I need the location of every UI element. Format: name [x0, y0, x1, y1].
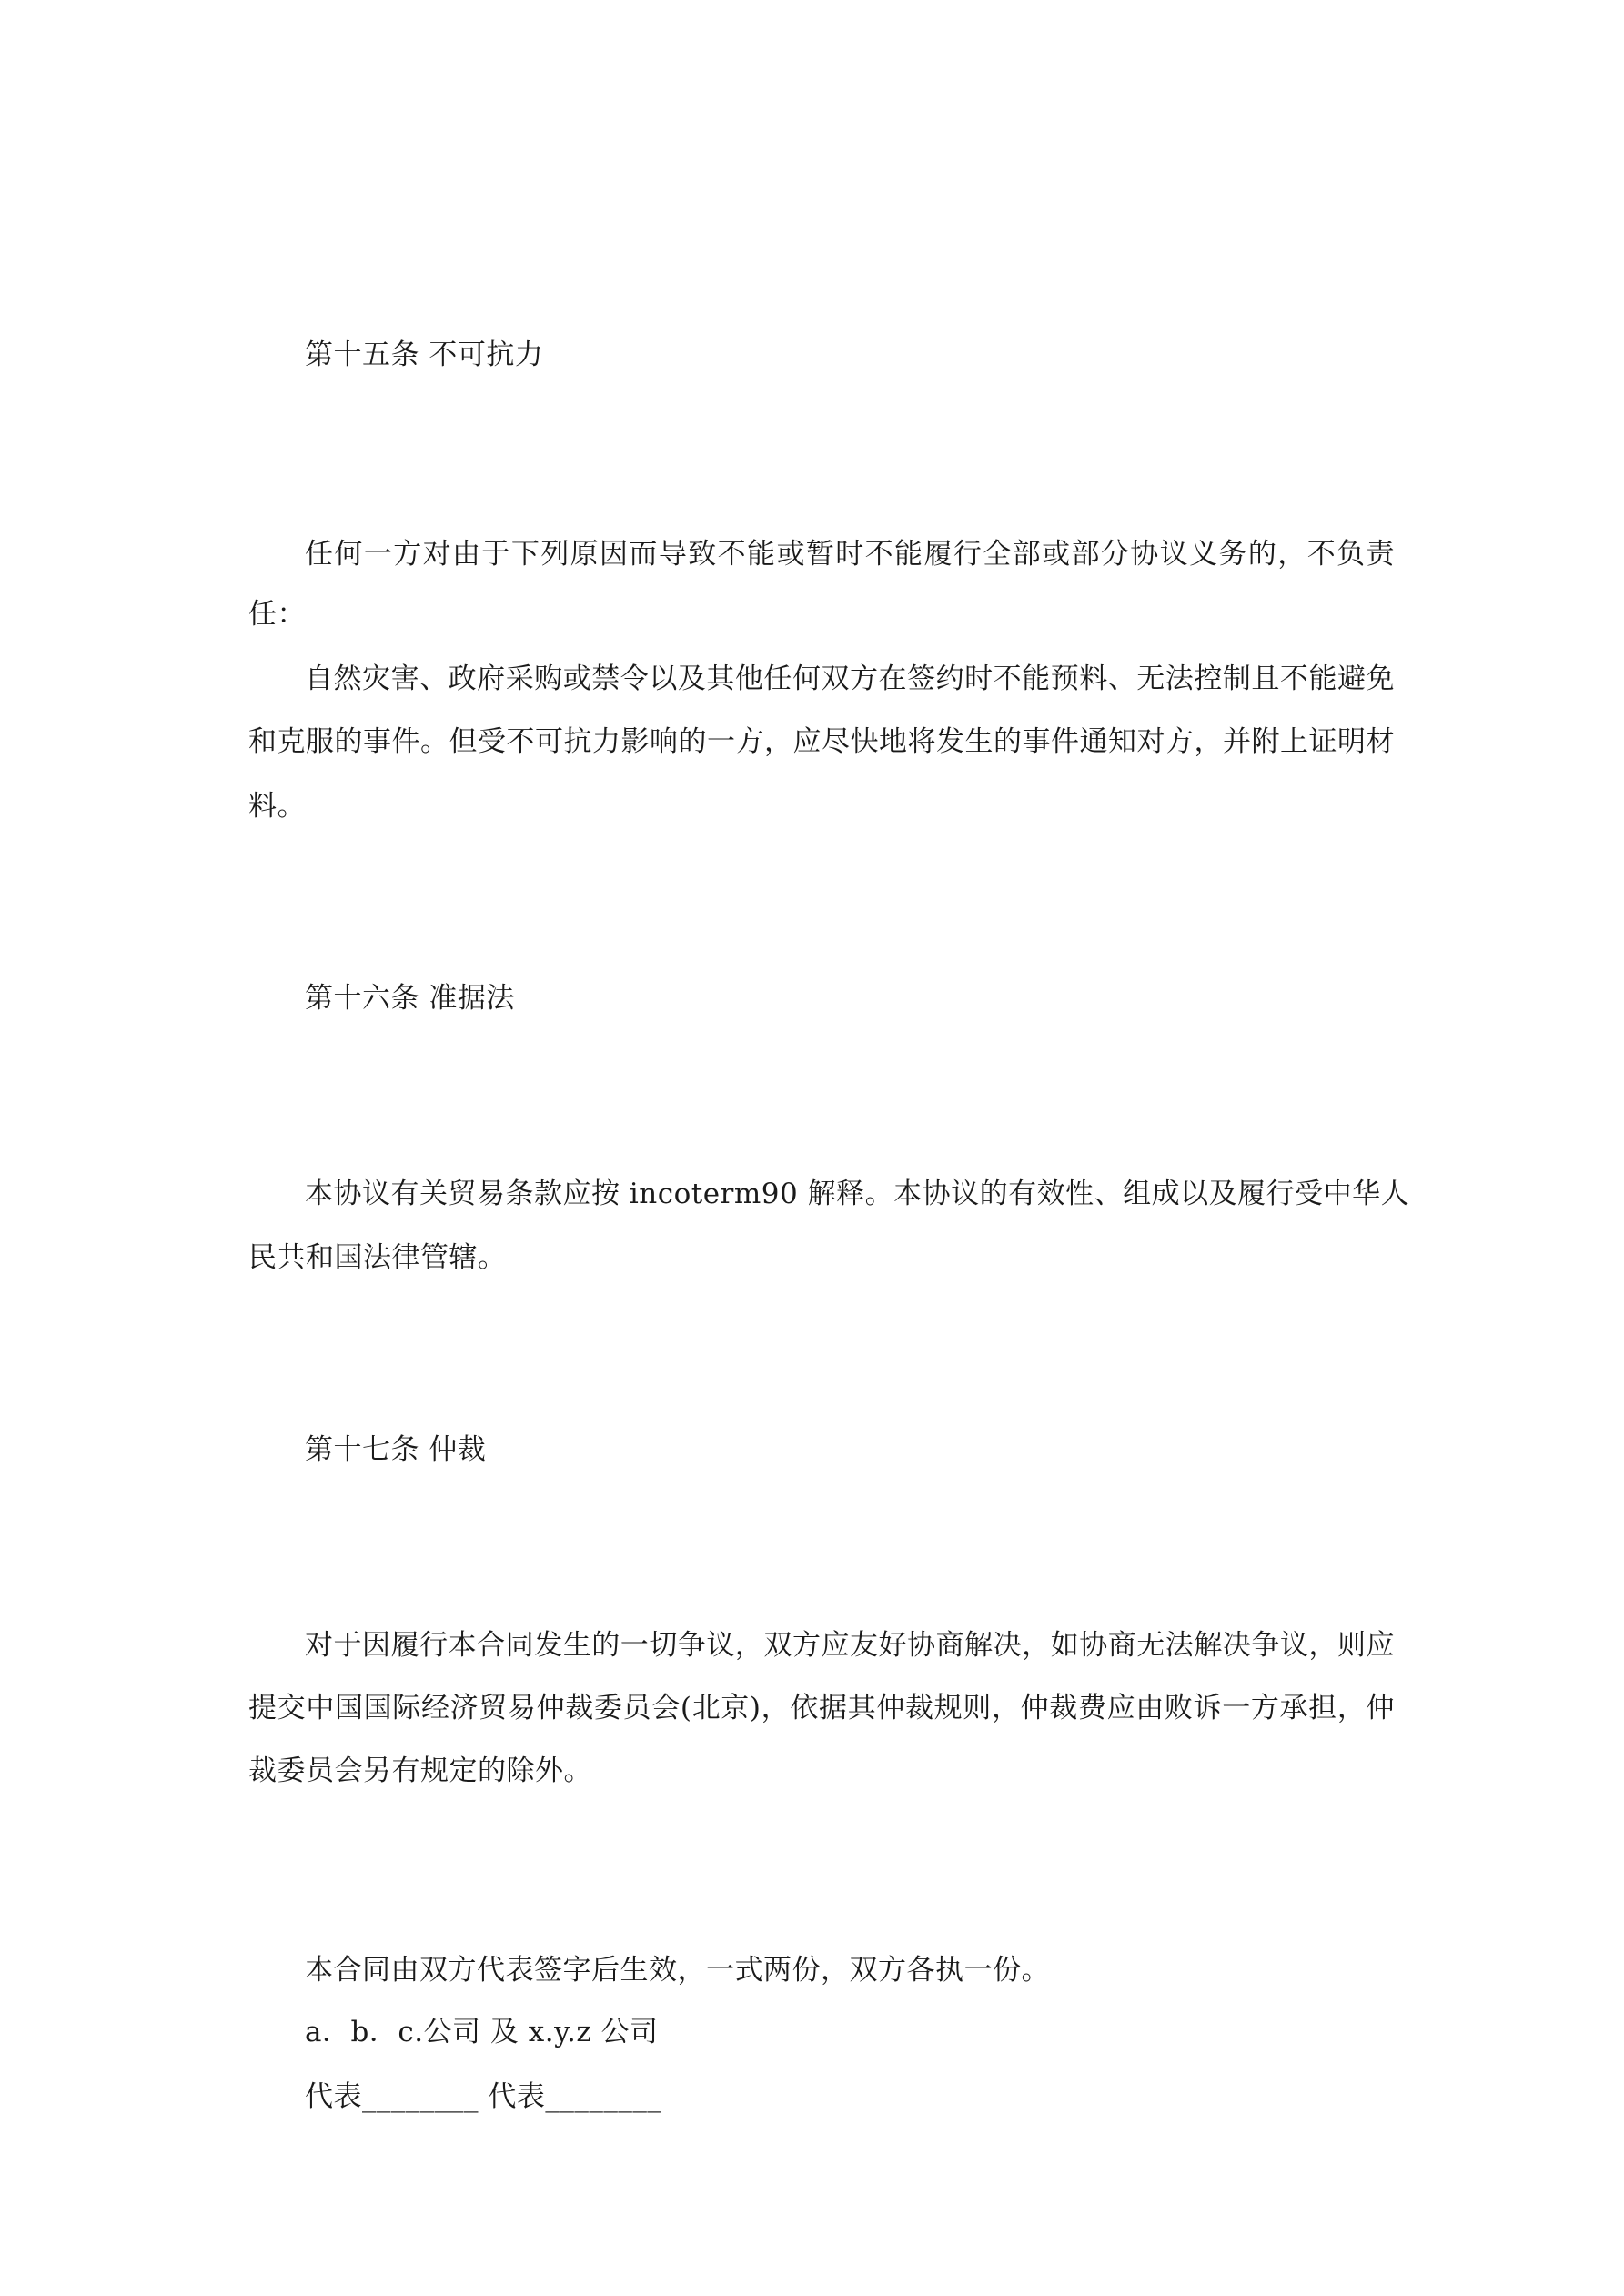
article-15-paragraph-2-line-1: 自然灾害、政府采购或禁令以及其他任何双方在签约时不能预料、无法控制且不能避免 [305, 663, 1395, 695]
article-15-heading: 第十五条 不可抗力 [305, 339, 544, 371]
article-17-paragraph-line-2: 提交中国国际经济贸易仲裁委员会(北京)，依据其仲裁规则，仲裁费应由败诉一方承担，仲 [248, 1692, 1395, 1725]
article-15-paragraph-1-line-1: 任何一方对由于下列原因而导致不能或暂时不能履行全部或部分协议义务的，不负责 [305, 538, 1395, 571]
article-15-paragraph-2-line-3: 料。 [248, 790, 306, 823]
article-16-paragraph-line-2: 民共和国法律管辖。 [248, 1241, 507, 1274]
article-17-heading: 第十七条 仲裁 [305, 1433, 487, 1466]
closing-effect-clause: 本合同由双方代表签字后生效，一式两份，双方各执一份。 [305, 1954, 1050, 1987]
article-17-paragraph-line-3: 裁委员会另有规定的除外。 [248, 1755, 592, 1787]
article-16-heading: 第十六条 准据法 [305, 982, 515, 1015]
closing-parties: a．b．c.公司 及 x.y.z 公司 [305, 2016, 659, 2048]
article-16-paragraph-line-1: 本协议有关贸易条款应按 incoterm90 解释。本协议的有效性、组成以及履行受中华人 [305, 1178, 1410, 1210]
article-15-paragraph-1-line-2: 任： [248, 598, 306, 631]
article-17-paragraph-line-1: 对于因履行本合同发生的一切争议，双方应友好协商解决，如协商无法解决争议，则应 [305, 1629, 1395, 1662]
article-15-paragraph-2-line-2: 和克服的事件。但受不可抗力影响的一方，应尽快地将发生的事件通知对方，并附上证明材 [248, 725, 1395, 758]
closing-representatives: 代表________ 代表________ [305, 2080, 662, 2113]
